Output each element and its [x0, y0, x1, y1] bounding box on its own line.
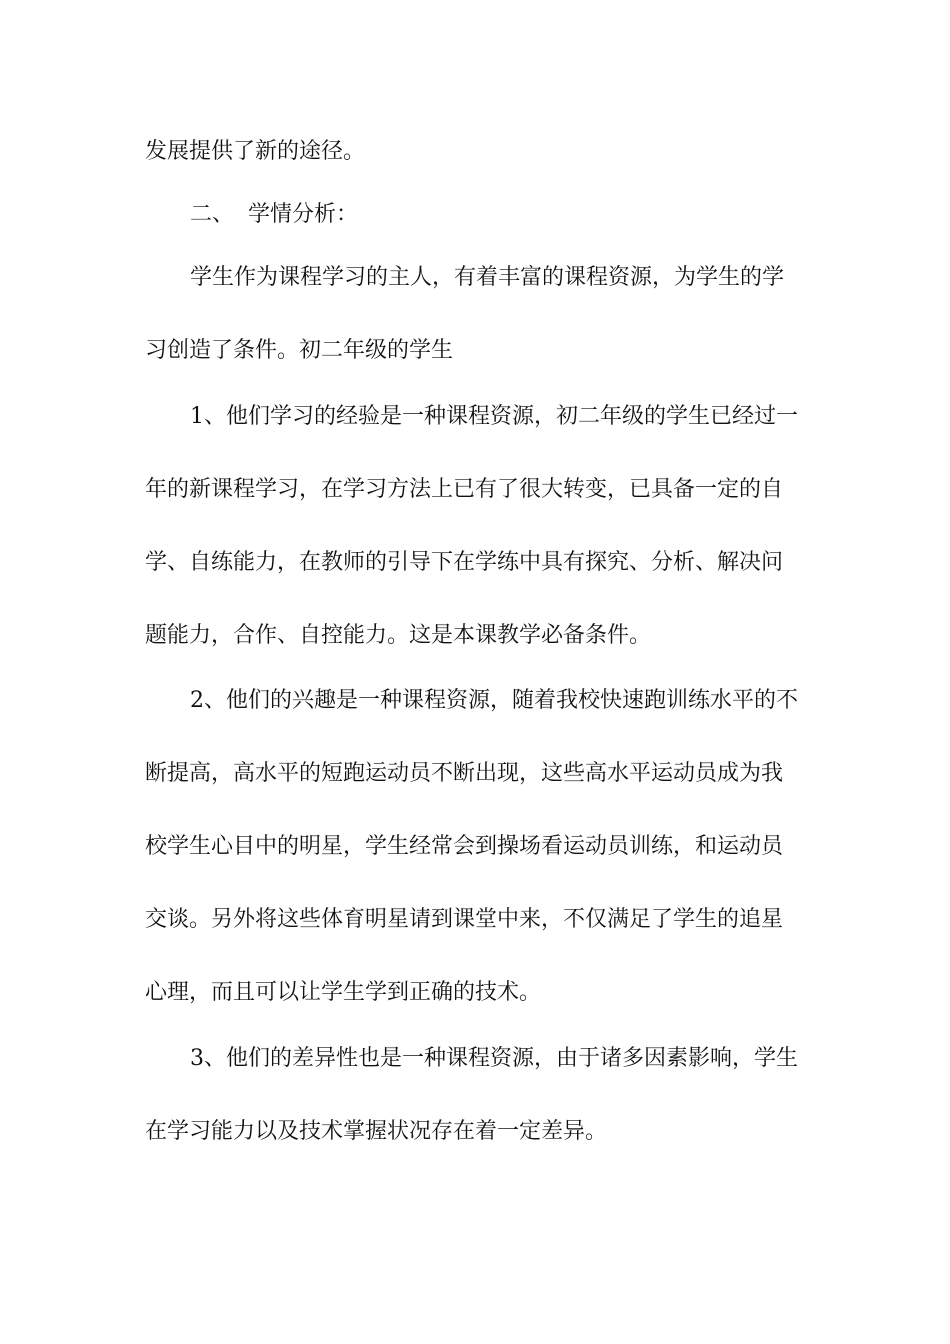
section-heading: [190, 200, 815, 230]
paragraph-line: 1、他们学习的经验是一种课程资源，初二年级的学生已经过一: [190, 404, 798, 429]
section-number: 二、: [190, 202, 235, 227]
paragraph-line: 3、他们的差异性也是一种课程资源，由于诸多因素影响，学生: [190, 1046, 798, 1071]
paragraph-line: 题能力，合作、自控能力。这是本课教学必备条件。: [145, 623, 652, 648]
paragraph-line: 学、自练能力，在教师的引导下在学练中具有探究、分析、解决问: [145, 550, 784, 575]
paragraph-line: 年的新课程学习，在学习方法上已有了很大转变，已具备一定的自: [145, 477, 784, 502]
paragraph-line: 发展提供了新的途径。: [145, 139, 366, 164]
paragraph-line: 习创造了条件。初二年级的学生: [145, 338, 454, 363]
paragraph-line: 校学生心目中的明星，学生经常会到操场看运动员训练，和运动员: [145, 834, 784, 859]
paragraph-line: 2、他们的兴趣是一种课程资源，随着我校快速跑训练水平的不: [190, 688, 798, 713]
paragraph-line: 心理，而且可以让学生学到正确的技术。: [145, 980, 542, 1005]
paragraph-line: 在学习能力以及技术掌握状况存在着一定差异。: [145, 1119, 608, 1144]
paragraph-line: 学生作为课程学习的主人，有着丰富的课程资源，为学生的学: [190, 265, 785, 290]
section-title: 学情分析：: [248, 202, 359, 227]
paragraph-line: 断提高，高水平的短跑运动员不断出现，这些高水平运动员成为我: [145, 761, 784, 786]
paragraph-line: 交谈。另外将这些体育明星请到课堂中来，不仅满足了学生的追星: [145, 907, 784, 932]
